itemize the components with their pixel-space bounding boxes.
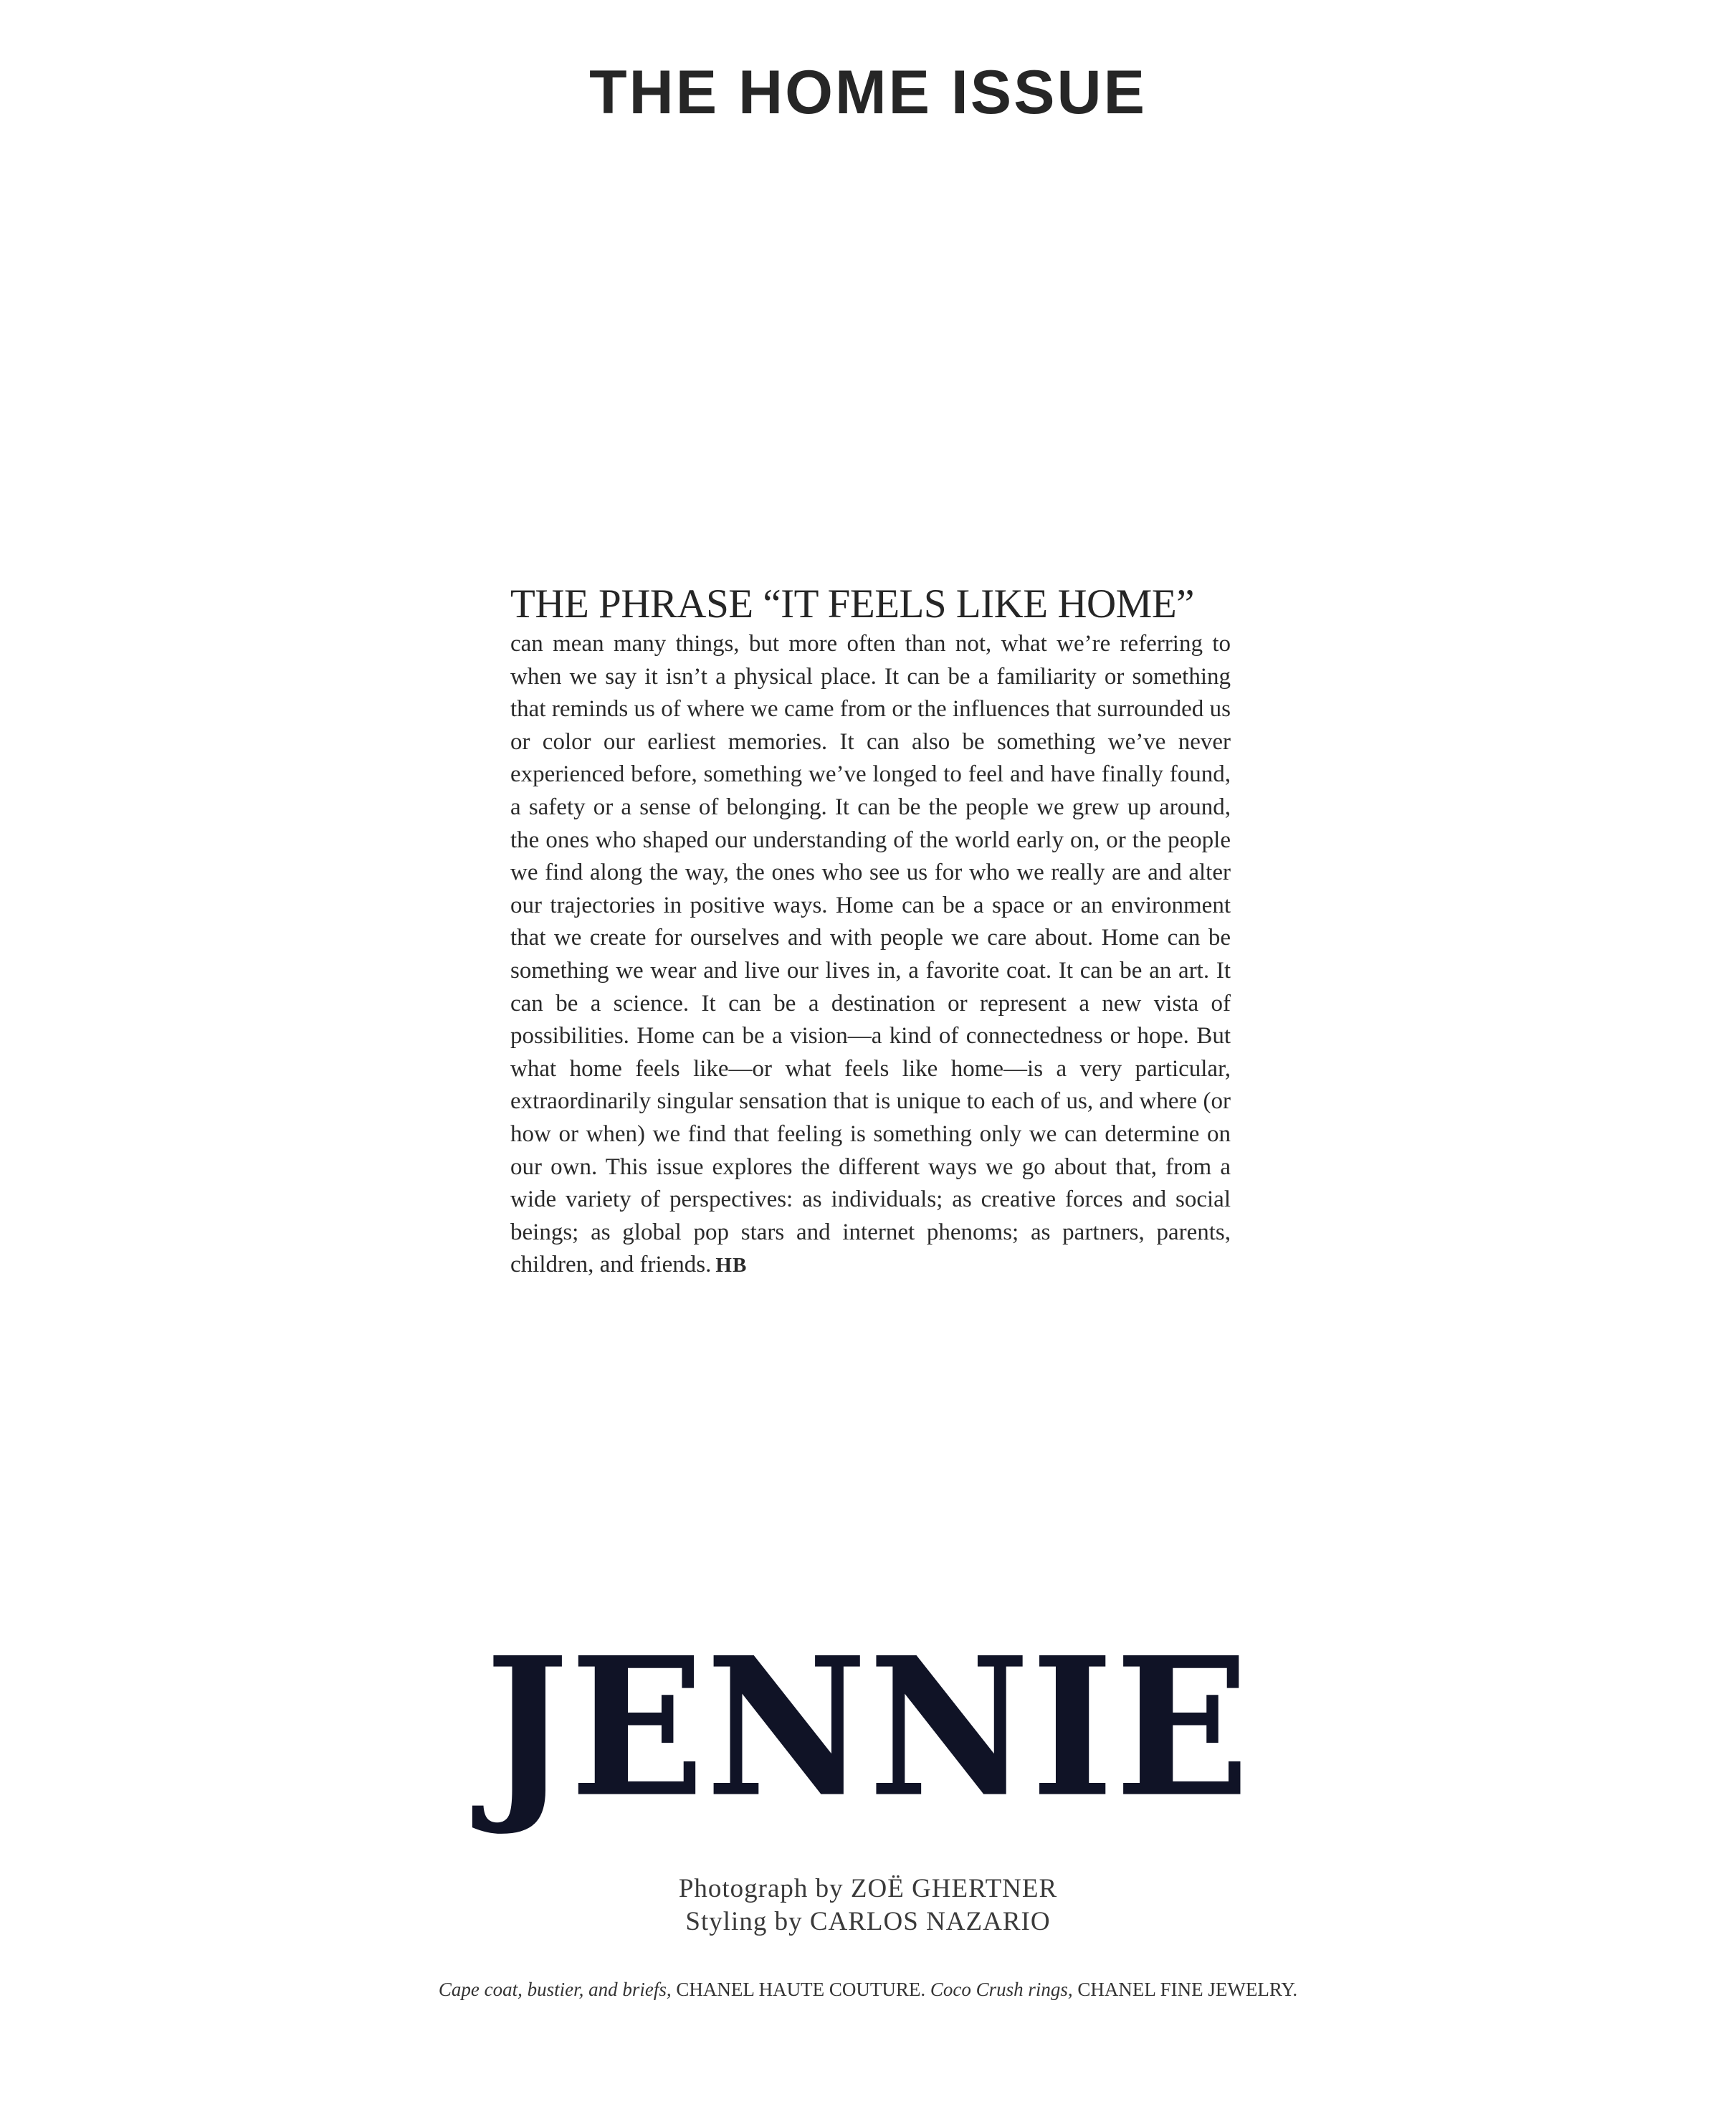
section-title: THE HOME ISSUE: [589, 58, 1147, 127]
fashion-brand-2: CHANEL FINE JEWELRY.: [1077, 1979, 1298, 2000]
fashion-brand-1: CHANEL HAUTE COUTURE.: [676, 1979, 926, 2000]
photo-credits: [0, 1873, 1736, 1938]
styling-credit: Styling by CARLOS NAZARIO: [685, 1907, 1051, 1936]
cover-star-name: JENNIE: [485, 1616, 1251, 1840]
editor-signature: HB: [715, 1254, 748, 1277]
editors-letter-body-text: can mean many things, but more often than not, what we’re referring to when we say it isn’t a physical place. It can be a familiarity or something that reminds us of where we came from or the influences that surrounded us or color our earliest memories. It can also be something we’ve never experienced before, something we’ve longed to feel and have finally found, a safety or a sense of belonging. It can be the people we grew up around, the ones who shaped our understanding of the world early on, or the people we find along the way, the ones who see us for who we really are and alter our trajectories in positive ways. Home can be a space or an environment that we create for ourselves and with people we care about. Home can be something we wear and live our lives in, a favorite coat. It can be an art. It can be a science. It can be a destination or represent a new vista of possibilities. Home can be a vision—a kind of connectedness or hope. But what home feels like—or what feels like home—is a very particular, extraordinarily singular sensation that is unique to each of us, and where (or how or when) we find that feeling is something only we can determine on our own. This issue explores the different ways we go about that, from a wide variety of perspectives: as individuals; as creative forces and social beings; as global pop stars and internet phenoms; as partners, parents, children, and friends.: [510, 631, 1231, 1278]
editors-letter-lead: THE PHRASE “IT FEELS LIKE HOME”: [510, 581, 1194, 627]
fashion-item-2: Coco Crush rings,: [930, 1979, 1073, 2000]
fashion-credit: [0, 1976, 1736, 2002]
photograph-credit: Photograph by ZOË GHERTNER: [678, 1874, 1058, 1903]
fashion-item-1: Cape coat, bustier, and briefs,: [438, 1979, 672, 2000]
editors-letter: [510, 582, 1231, 1283]
editors-letter-body: [510, 628, 1231, 1283]
